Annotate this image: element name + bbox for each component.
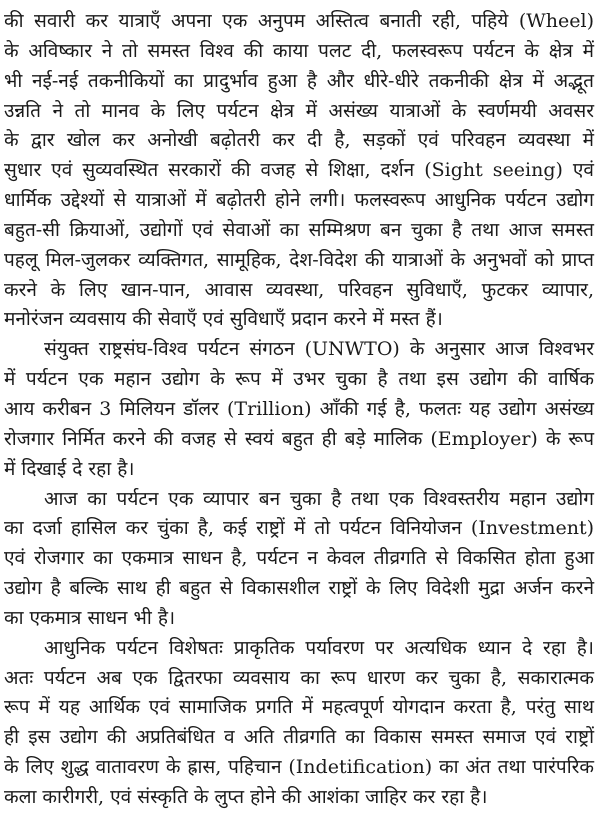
text-line: ही इस उद्योग की अप्रतिबंधित व अति तीव्रगति का विकास समस्त समाज एवं राष्ट्रों [4, 726, 594, 749]
text-line: धार्मिक उद्देश्यों से यात्राओं में बढ़ोतरी होने लगी। फलस्वरूप आधुनिक पर्यटन उद्योग [4, 189, 594, 212]
text-line: सुधार एवं सुव्यवस्थित सरकारों की वजह से शिक्षा, दर्शन (Sight seeing) एवं [4, 159, 594, 182]
text-line: में पर्यटन एक महान उद्योग के रूप में उभर चुका है तथा इस उद्योग की वार्षिक [4, 368, 594, 391]
text-line: आय करीबन 3 मिलियन डॉलर (Trillion) आँकी गई है, फलतः यह उद्योग असंख्य [4, 397, 594, 420]
document-page [4, 7, 594, 813]
text-line: का दर्जा हासिल कर चुंका है, कई राष्ट्रों में तो पर्यटन विनियोजन (Investment) [4, 517, 594, 540]
text-line: की सवारी कर यात्राएँ अपना एक अनुपम अस्तित्व बनाती रही, पहिये (Wheel) [4, 10, 594, 32]
text-line: भी नई-नई तकनीकियों का प्रादुर्भाव हुआ है और धीरे-धीरे तकनीकी क्षेत्र में अद्भूत [4, 69, 594, 92]
text-line: करने के लिए खान-पान, आवास व्यवस्था, परिवहन सुविधाएँ, फुटकर व्यापार, [4, 278, 594, 301]
text-line: के लिए शुद्ध वातावरण के ह्रास, पहिचान (Indetification) का अंत तथा पारंपरिक [4, 756, 594, 779]
text-line: के अविष्कार ने तो समस्त विश्व की काया पलट दी, फलस्वरूप पर्यटन के क्षेत्र में [4, 39, 594, 62]
text-line: कला कारीगरी, एवं संस्कृति के लुप्त होने की आशंका जाहिर कर रहा है। [4, 785, 488, 808]
text-line: अतः पर्यटन अब एक द्वितरफा व्यवसाय का रूप धारण कर चुका है, सकारात्मक [4, 666, 594, 689]
text-line: का एकमात्र साधन भी है। [4, 606, 176, 629]
text-line: बहुत-सी क्रियाओं, उद्योगों एवं सेवाओं का सम्मिश्रण बन चुका है तथा आज समस्त [4, 218, 594, 241]
text-line: में दिखाई दे रहा है। [4, 457, 135, 480]
text-line: रोजगार निर्मित करने की वजह से स्वयं बहुत ही बड़े मालिक (Employer) के रूप [4, 427, 594, 450]
text-line: पहलू मिल-जुलकर व्यक्तिगत, सामूहिक, देश-विदेश की यात्राओं के अनुभवों को प्राप्त [4, 248, 594, 271]
text-line: आज का पर्यटन एक व्यापार बन चुका है तथा एक विश्वस्तरीय महान उद्योग [44, 487, 594, 510]
text-line: संयुक्त राष्ट्रसंघ-विश्व पर्यटन संगठन (UNWTO) के अनुसार आज विश्वभर [44, 338, 594, 361]
text-line: रूप में यह आर्थिक एवं सामाजिक प्रगति में महत्वपूर्ण योगदान करता है, परंतु साथ [4, 696, 594, 719]
text-line: मनोरंजन व्यवसाय की सेवाएँ एवं सुविधाएँ प्रदान करने में मस्त हैं। [4, 308, 443, 331]
text-line: एवं रोजगार का एकमात्र साधन है, पर्यटन न केवल तीव्रगति से विकसित होता हुआ [4, 547, 594, 570]
text-line: आधुनिक पर्यटन विशेषतः प्राकृतिक पर्यावरण पर अत्यधिक ध्यान दे रहा है। [44, 636, 594, 659]
text-line: के द्वार खोल कर अनोखी बढ़ोतरी कर दी है, सड़कों एवं परिवहन व्यवस्था में [4, 129, 594, 152]
text-line: उन्नति ने तो मानव के लिए पर्यटन क्षेत्र में असंख्य यात्राओं के स्वर्णमयी अवसर [4, 99, 594, 122]
text-line: उद्योग है बल्कि साथ ही बहुत से विकासशील राष्ट्रों के लिए विदेशी मुद्रा अर्जन करने [4, 577, 594, 600]
